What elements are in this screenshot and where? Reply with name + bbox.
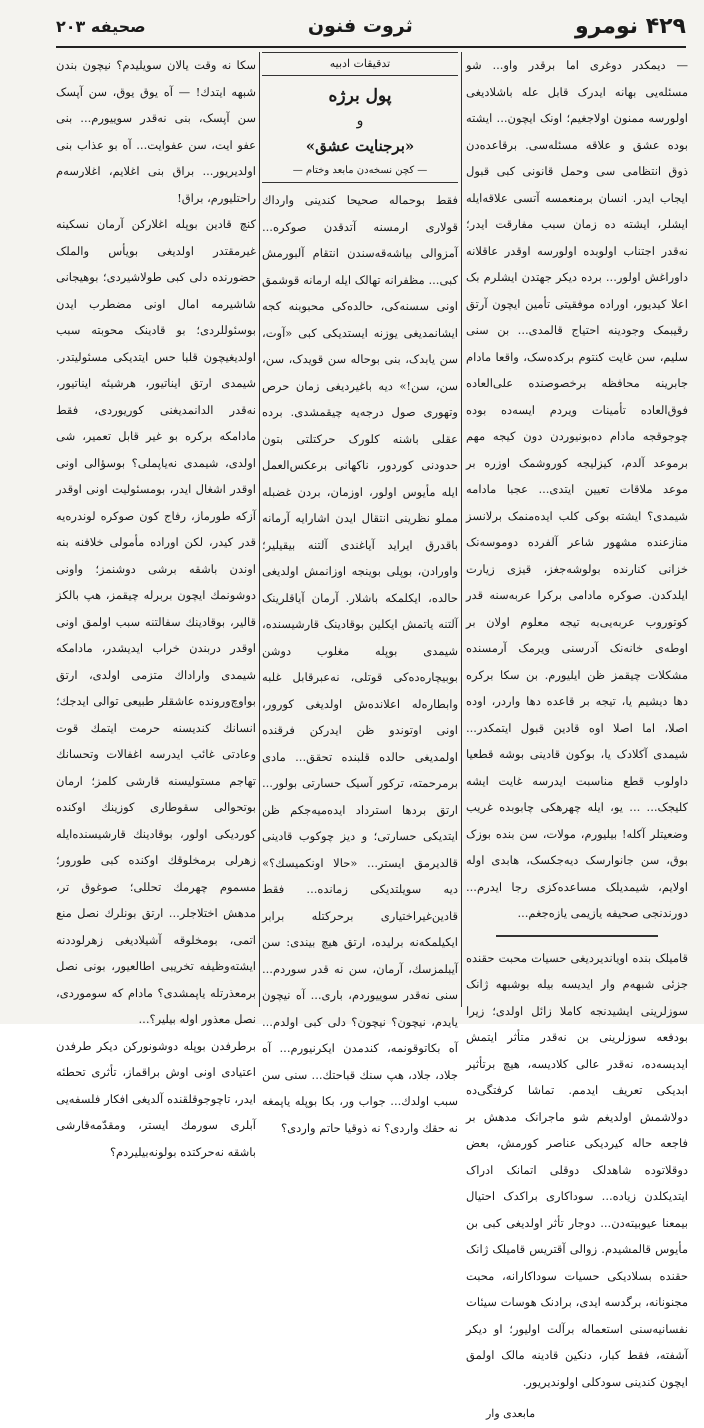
right-column [466,52,688,1420]
article-conjunction: و [356,113,364,129]
continued-signature: مابعدی وار [486,1407,536,1420]
page-header [56,6,686,48]
middle-paragraph: فقط بوحماله صحیحا کندینی وارداك قولاری ارمسنه آتدقدن صوکره... آمزوالی بیاشه‌قه‌سندن انتقام آلبورمش کبی... مظفرانه تهالک ایله ارمانه قوشمق اونی سسنه‌کی، حالده‌کی محبوبنه کجه ایشانمدیغی یوزنه ایستدیکی کبی «آوت، سن یابدک، بنی بوحاله سن قویدک، سن، سن، سن!» دیه باغیردیغی زمان حرص وتهوری صول درجه‌یه چیقمشدی. برده عقلی باشنه کلورک حرکتلتی بتون حدودنی کوردور، ناکهانی برعکس‌العمل ایله مأیوس اولور، اوزمان، بردن غضبله مملو نظرینی انتقال ایدن اشارایه آرمانه باقدرق ایراید آیاغندی آلتنه بیقیلیر؛ واورادن، بوپلی بوینجه اوزانمش اولدیغی حالده، ایکلمکه باشلار. آرمان آیاقلرینک آلتنه یاتمش ایکلین بوقادینک قارشیسنده، شیمدی بوپله مغلوب دوشن بوبیچاره‌ده‌کی قوتلی، نه‌عبرقابل غلبه وابطاره‌له اعلانده‌ش اولدیغی کورور، اونی اوتوندو ظن ایدرکن فرقنده اولمدیغی حالده قلبنده تحقق... مادی برمرحمته، ترکور آسیک حسارتی بولور... ارتق بردها استرداد ایده‌میه‌جکم ظن ایتدیکی حسارتی؛ و دیز چوکوب قادینی قالدیرمق ایستر... «حالا اونکمیسك؟» دیه سویلتدیکی زمانده... فقط قادین‌غیراختیاری برحرکتله برابر ایکیلمکه‌نه برلیده، ارتق هیچ بیندی: سن آیبلمزسك، آرمان، سن نه قدر سوردم... سنی نه‌قدر سوییوردم، باری... آه نیچون یایدم، نیچون؟ نیچون؟ دلی کبی اولدم... آه بکاتوقونمه، کندمدن ایکرنیورم... آه جلاد، جلاد، هپ سنك قباحتك... سنی سن سبب اولدك... جواب ور، بکا بوپله یاپمغه نه حقك واردی؟ نه ذوقیا حاتم واردی؟ [262,193,458,1135]
column-divider [259,52,260,1007]
middle-column [262,52,458,1135]
issue-number: ۴۲۹ نومرو [575,13,686,39]
page-number: صحیفه ۲۰۳ [56,16,146,36]
section-separator [496,935,658,937]
left-column [56,52,256,1159]
column-divider [461,52,462,1007]
left-paragraph: کنچ قادین بوپله اغلارکن آرمان نسکینه غیرمقتدر اولدیغی بویأس والملک حضورنده دلی کبی طولاشیردی؛ بوهیجانی شاشیرمه امال اونی مضطرب ایدن بوسئوللردی؛ بو قادینک محوبته سبب اولدیغیچون قلبا حس ایتدیکی مسئولیتدر. شیمدی ارتق ایناتیور، هرشیئه ایناتیور، نه‌قدر الدانمدیغنی کوریوردی، فقط مادامکه برکره بو غیر قابل تعمیر، شی اولدی، شیمدی نه‌یاپملی؟ بوسؤالی اونی اوقدر اشغال ایدر، بومسئولیت اونی اوقدر آزکه طورماز، رفاج کون صوکره لوندره‌یه قدر کیدر، لکن اوراده مأمولی خلافنه بنه اوندن باشقه برشی دوشنمز؛ واونی دوشونمك ایچون بربرله چیقمز، هپ بالکز قالیر، بوقادینك سفالتنه سبب اولمق اونی اوقدر دربندن خراب ایدیشدر، مادامکه شیمدی واراداك متزمی اولدی، ارتق بواوچ‌ورونده عاشقلر طبیعی توالی ایدجك؛ انسانك کندیسنه حرمت ایتمك قوت وعادتی غائب ایدرسه اغفالات وتحسانك تهاجم مستولیسنه قارشی کلمز؛ ارمان بوتحوالی سقوطاری کوزینك اوکنده کوردیکی اولور، بوقادینك قارشیسنده‌ایله زهرلی برمخلوقك اوکنده کبی طورور؛ مسموم چهرمك تحللی؛ صوغوق تر، مدهش اختلاجلر... ارتق بونلرك نصل منع اتمی، بومخلوقه آشیلادیغی زهرلوددنه ایشته‌وظیفه تخریبی اطالعیور، بونی نصل برمعذرتله یاپمشدی؟ مادام که سوموردی، نصل معذور اوله بیلیر؟... [56,217,256,1026]
left-paragraph: برطرفدن بوپله دوشونورکن دیکر طرفدن اعتیادی اونی اوش براقماز، تأثری تحطئه ایدر، تاچوجوقلقنده آلدیغی افکار فلسفه‌یی آبلری سورمك ایستر، ومقدّمه‌قارشی باشقه نه‌حرکتده بولونه‌بیلیردم؟ [56,1038,256,1159]
section-label: تدقیقات ادبیه [262,52,458,76]
article-title: پول برژه [328,86,392,106]
left-paragraph: سکا نه وقت یالان سویلیدم؟ نیچون بندن شبهه ایتدك! — آه یوق یوق، سن آپسک سن آپسک، بنی نه‌قدر سوییورم... بنی عفو ایت، سن عفوایت... آه بو عذاب بنی اولدیریور... براق بنی اغلایم، اغلارسه‌م راحتلیورم، براق! [56,58,256,205]
journal-title: ثروت فنون [307,15,413,37]
article-byline: — کچن نسخه‌دن مابعد وختام — [262,160,458,183]
article-subtitle: «برجنایت عشق» [305,137,415,155]
right-note: قامیلک بنده اویاندیردیغی حسیات محبت حقنده جزئی شبهه‌م وار ایدیسه بیله بوشبهه‌ ژانک سوزلرینی ایشیدنجه کاملا زائل اولدی؛ زیرا بودفعه سوزلرینی بن نه‌قدر متأثر ایتمش ایدیسه‌ده، نه‌قدر عالی کلادیسه، هیچ برتأثیر ابدیکی تعریف ایدمم. تماشا کرفتگی‌ده دولاشمش اولدیغم شو ماجرانک مدهش بر فاجعه حاله کیردیکی عناصر کورمش، بعض دوقلاتوده شاهدلک دوقلی اتمانک ادراک ایتدیکلدن زیاده... سوداکاری براکدک احتیال بیمعنا عیوبیته‌دن... دوجار تأثر اولدیغی کبی بن مأیوس قالمشیدم. زوالی آقتریس قامیلک ژانک حقنده بسلادیکی حسیات سوداکارانه، محبت مجنونانه، برگدسه ایدی، برادنک هوسات سیئات نفسانیه‌سنی استعماله برآلت اولیور؛ او دیکر آشفته، فقط کبار، دنکین قادینه مالک اولمق ایچون کندینی سودکلی اولوندیریور. [466,950,688,1389]
right-paragraph: — دیمکدر دوغری اما برقدر واو... شو مسئله‌یی بهانه ایدرک قابل عله باشلادیغی اولورسه ممنون اولاجغیم؛ اونک ایچون... ایشته بوده عشق و علاقه مسئله‌سی. برقاعده‌دن ذوق انتظامی سی وحمل قانونی کبی قبول ایجاب ایدر. انسان برمنعمسه آتسی علاقه‌ایله ایشلر، ایشته ده زمان سبب مفارقت ایدر؛ نه‌قدر اجتناب اولوبده اولورسه اوقدر عاقلانه داوراغش اولور... برده دیکر جهتدن ایشلرم بک اعلا کیدیور، اوراده موفقیتی تأمین ایچون آرتق رقیبمک وجودینه احتیاج قالمدی... بن سنی سلیم، سن غایت کنتوم برکده‌سک، واقعا مادام جابرینه محافظه برخصوصنده علی‌العاده فوق‌العاده تأمینات ویردم ایسه‌ده بوده چوجوقجه مادام ده‌بونیوردن دون کیجه مهم برموعد آلدم، کیزلیجه کوروشمک اوزره بر موعد ملاقات تعیین ایتدی... عجبا مادامه شیمدی؟ ایشته بوکی کلب ایده‌منمک برلانسز منازعنده مشهور شاعر آلفرده دوموسه‌نک خزانی کنارنده بولوشه‌جغز، قیزی زیارت ایلدکدن. صوکره مادامی برکرا عربه‌سنه قدر کوتوروب عربه‌یی‌به تیجه معلوم اولان بر اوطه‌ی خانه‌نک آدرسنی ویرمک آرمسنده مشکلات چیقمز ظن ایلیورم. بن سکا برکره دها دیشیم یا، تیجه بر قاعده دها واردر، اوده اصلا، اما اصلا اوه قادین قبول ایتمکدر... شیمدی آکلادک یا، بوکون قادینی بوشه قطعیا داولوب قطع مناسبت ایدرسه غایت ایشه کلیجک... ... یو، ایله چهرهکی چابوبده غریب وضعیتلر آکله! بیلیورم، مولات، سن بنده بوزک بوق، سن جانوارسک دیه‌جکسک، هابدی اوله اولایم، شیمدیلک مساعده‌کزی رجا ایدرم... دورندنجی صحیفه یازیمی یازه‌جغم... [466,58,688,920]
